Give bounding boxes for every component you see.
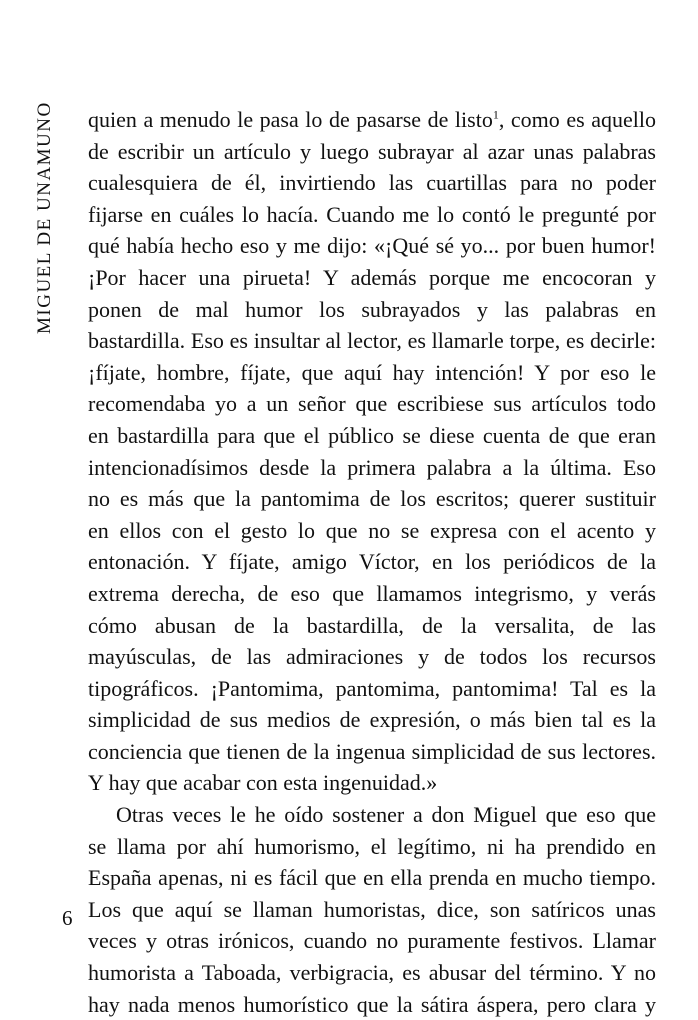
text-line: tipográficos. ¡Pantomima, pantomima, pantomima! Tal es la [88, 675, 656, 701]
text-line: ponen de mal humor los subrayados y las palabras en [88, 296, 656, 322]
text-line: recomendaba yo a un señor que escribiese sus artículos todo [88, 391, 656, 417]
text-line: mayúsculas, de las admiraciones y de todos los recursos [88, 644, 656, 670]
text-line: España apenas, ni es fácil que en ella prenda en mucho tiempo. [88, 865, 656, 891]
text-line: conciencia que tienen de la ingenua simplicidad de sus lectores. [88, 738, 656, 764]
text-line: Los que aquí se llaman humoristas, dice, son satíricos unas [88, 896, 656, 922]
text-line: de escribir un artículo y luego subrayar al azar unas palabras [88, 138, 656, 164]
text-line: cualesquiera de él, invirtiendo las cuartillas para no poder [88, 170, 656, 196]
text-line [88, 104, 656, 136]
text-line: qué había hecho eso y me dijo: «¡Qué sé yo... por buen humor! [88, 233, 656, 259]
text-line: cómo abusan de la bastardilla, de la versalita, de las [88, 612, 656, 638]
text-line: extrema derecha, de eso que llamamos integrismo, y verás [88, 580, 656, 606]
text-line: se llama por ahí humorismo, el legítimo, ni ha prendido en [88, 833, 656, 859]
text-line: ¡fíjate, hombre, fíjate, que aquí hay intención! Y por eso le [88, 359, 656, 385]
body-text [88, 104, 656, 1020]
text-line: humorista a Taboada, verbigracia, es abusar del término. Y no [88, 960, 656, 986]
page-number: 6 [62, 906, 73, 930]
text-line: Y hay que acabar con esta ingenuidad.» [88, 770, 438, 796]
text-line: en bastardilla para que el público se diese cuenta de que eran [88, 422, 656, 448]
text-line: fijarse en cuáles lo hacía. Cuando me lo contó le pregunté por [88, 201, 656, 227]
text-line: no es más que la pantomima de los escritos; querer sustituir [88, 486, 656, 512]
text-line: simplicidad de sus medios de expresión, o más bien tal es la [88, 707, 656, 733]
text-line: en ellos con el gesto lo que no se expresa con el acento y [88, 517, 656, 543]
text-line: ¡Por hacer una pirueta! Y además porque me encocoran y [88, 264, 656, 290]
text-line-part: quien a menudo le pasa lo de pasarse de listo [88, 107, 493, 132]
text-line: hay nada menos humorístico que la sátira áspera, pero clara y [88, 991, 656, 1017]
text-line: bastardilla. Eso es insultar al lector, es llamarle torpe, es decirle: [88, 328, 656, 354]
text-line: intencionadísimos desde la primera palabra a la última. Eso [88, 454, 656, 480]
text-line: entonación. Y fíjate, amigo Víctor, en los periódicos de la [88, 549, 656, 575]
text-line: veces y otras irónicos, cuando no puramente festivos. Llamar [88, 928, 656, 954]
text-line-part: , como es aquello [498, 107, 656, 132]
footnote-reference: 1 [492, 107, 499, 122]
running-head: MIGUEL DE UNAMUNO [34, 101, 55, 335]
text-line: Otras veces le he oído sostener a don Miguel que eso que [116, 802, 656, 828]
